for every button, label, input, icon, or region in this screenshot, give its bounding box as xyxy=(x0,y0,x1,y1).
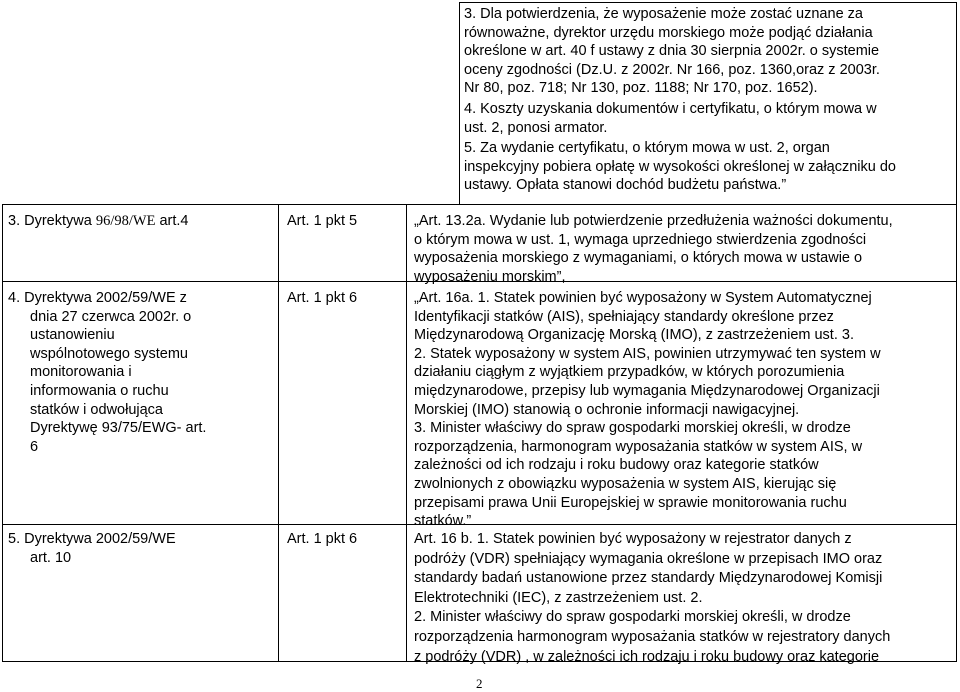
column-divider-2 xyxy=(406,204,407,662)
text-line: monitorowania i xyxy=(30,364,132,381)
text-line: przepisami prawa Unii Europejskiej w sprawie monitorowania ruchu xyxy=(414,494,847,511)
text-line: Nr 80, poz. 718; Nr 130, poz. 1188; Nr 170, poz. 1652). xyxy=(464,80,818,97)
text-line: wyposażenia morskiego z wymaganiami, o których mowa w ustawie o xyxy=(414,250,863,267)
text-line: wyposażeniu morskim”, xyxy=(414,268,566,285)
text-line: podróży (VDR) spełniający wymagania określone w przepisach IMO oraz xyxy=(414,550,883,567)
text-line: Morskiej (IMO) stanowią o ochronie informacji nawigacyjnej. xyxy=(414,401,800,418)
text-line: 3. Minister właściwy do spraw gospodarki morskiej określi, w drodze xyxy=(414,420,851,437)
text-line: standardy badań ustanowione przez standardy Międzynarodowej Komisji xyxy=(414,570,883,587)
text-line: rozporządzenia, harmonogram wyposażania statków w system AIS, w xyxy=(414,438,863,455)
text-line: 3. Dla potwierdzenia, że wyposażenie może zostać uznane za xyxy=(464,6,863,22)
text-line: statków i odwołująca xyxy=(30,401,163,418)
text-line: 2. Statek wyposażony w system AIS, powinien utrzymywać ten system w xyxy=(414,345,881,362)
table-right-border xyxy=(956,2,957,662)
row4-article: Art. 1 pkt 6 xyxy=(287,290,358,306)
text-line: wspólnotowego systemu xyxy=(30,345,188,362)
text-line: z podróży (VDR) , w zależności ich rodzaju i roku budowy oraz kategorie xyxy=(414,648,880,665)
text-line: 4. Dyrektywa 2002/59/WE z xyxy=(8,290,187,306)
directive-number: 96/98/WE xyxy=(95,213,156,229)
text-line: statków.” xyxy=(414,513,472,530)
table-top-border xyxy=(459,2,957,3)
row3-directive xyxy=(8,212,276,231)
row5-text xyxy=(414,530,954,667)
text-line: ustanowieniu xyxy=(30,327,115,344)
text-line: 6 xyxy=(30,438,39,455)
text-line: Dyrektywę 93/75/EWG- art. xyxy=(30,420,207,437)
text-line: międzynarodowe, przepisy lub wymagania Międzynarodowej Organizacji xyxy=(414,382,880,399)
text-line: „Art. 13.2a. Wydanie lub potwierdzenie przedłużenia ważności dokumentu, xyxy=(414,213,893,229)
text-line: Elektrotechniki (IEC), z zastrzeżeniem ust. 2. xyxy=(414,589,703,606)
row4-text xyxy=(414,289,954,531)
row5-directive xyxy=(8,530,276,567)
text-line: 5. Za wydanie certyfikatu, o którym mowa w ust. 2, organ xyxy=(464,140,830,157)
row-divider-top xyxy=(2,204,957,205)
text-line: 4. Koszty uzyskania dokumentów i certyfikatu, o którym mowa w xyxy=(464,100,877,117)
text-line: ust. 2, ponosi armator. xyxy=(464,119,608,136)
row5-article: Art. 1 pkt 6 xyxy=(287,531,358,547)
page-number: 2 xyxy=(476,676,483,691)
column-divider-1 xyxy=(278,204,279,662)
text-line: inspekcyjny pobiera opłatę w wysokości określonej w załączniku do xyxy=(464,158,896,175)
row3-text xyxy=(414,212,954,286)
text-line: działaniu ciągłym z wyjątkiem przypadków, w których porozumienia xyxy=(414,364,845,381)
text-line: o którym mowa w ust. 1, wymaga uprzedniego stwierdzenia zgodności xyxy=(414,231,867,248)
text-line: informowania o ruchu xyxy=(30,382,169,399)
row4-directive xyxy=(8,289,276,456)
text-line: 2. Minister właściwy do spraw gospodarki morskiej określi, w drodze xyxy=(414,609,851,626)
text-line: „Art. 16a. 1. Statek powinien być wyposażony w System Automatycznej xyxy=(414,290,872,306)
text-line: art. 10 xyxy=(30,549,72,566)
text-line: zależności od ich rodzaju i roku budowy oraz kategorie statków xyxy=(414,457,819,474)
text-line: określone w art. 40 f ustawy z dnia 30 sierpnia 2002r. o systemie xyxy=(464,43,880,60)
text-line: ustawy. Opłata stanowi dochód budżetu państwa.” xyxy=(464,177,787,194)
text-line: rozporządzenia harmonogram wyposażania statków w rejestratory danych xyxy=(414,628,891,645)
text-line: 5. Dyrektywa 2002/59/WE xyxy=(8,531,176,547)
text-line: Identyfikacji statków (AIS), spełniający standardy określone przez xyxy=(414,308,834,325)
text-line: równoważne, dyrektor urzędu morskiego może podjąć działania xyxy=(464,24,873,41)
text-line: zwolnionych z obowiązku wyposażenia w system AIS, kierując się xyxy=(414,475,837,492)
top-row-text xyxy=(464,5,954,195)
table-left-border xyxy=(2,204,3,662)
column-divider-text-left xyxy=(459,2,460,205)
text-line: dnia 27 czerwca 2002r. o xyxy=(30,308,192,325)
directive-prefix: 3. Dyrektywa xyxy=(8,213,96,229)
text-line: oceny zgodności (Dz.U. z 2002r. Nr 166, poz. 1360,oraz z 2003r. xyxy=(464,61,880,78)
row3-article: Art. 1 pkt 5 xyxy=(287,213,358,229)
directive-suffix: art.4 xyxy=(155,213,189,229)
text-line: Międzynarodową Organizację Morską (IMO), z zastrzeżeniem ust. 3. xyxy=(414,327,854,344)
paragraph-5 xyxy=(464,139,954,195)
paragraph-4 xyxy=(464,100,954,137)
paragraph-3 xyxy=(464,5,954,98)
text-line: Art. 16 b. 1. Statek powinien być wyposażony w rejestrator danych z xyxy=(414,531,852,547)
